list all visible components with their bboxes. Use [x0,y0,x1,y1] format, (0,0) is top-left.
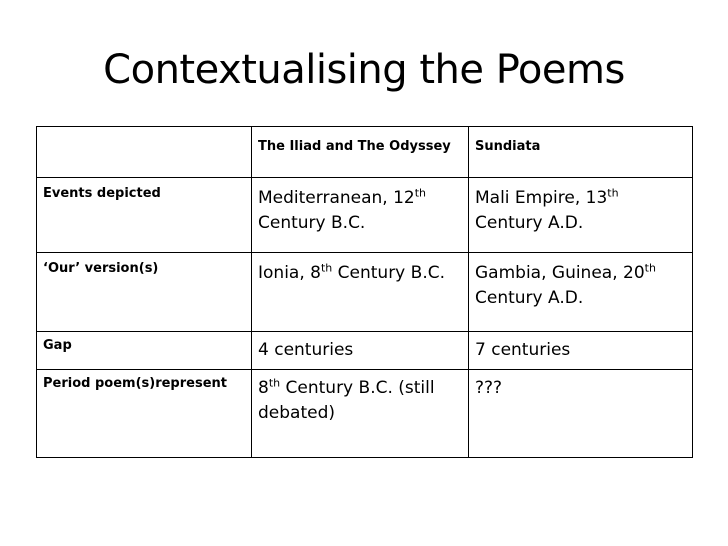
row-label-our-versions: ‘Our’ version(s) [37,253,252,332]
cell-sundiata-gap: 7 centuries [469,332,693,370]
slide-title: Contextualising the Poems [103,47,625,93]
header-cell-empty [37,127,252,178]
cell-sundiata-period: ??? [469,370,693,458]
table-header-row [37,127,693,178]
cell-sundiata-versions: Gambia, Guinea, 20th Century A.D. [469,253,693,332]
table-row [37,332,693,370]
table-row [37,370,693,458]
cell-iliad-gap: 4 centuries [252,332,469,370]
cell-iliad-versions: Ionia, 8th Century B.C. [252,253,469,332]
table-row [37,178,693,253]
table-row [37,253,693,332]
comparison-table [36,126,693,458]
cell-iliad-period: 8th Century B.C. (still debated) [252,370,469,458]
header-cell-sundiata: Sundiata [469,127,693,178]
header-cell-iliad: The Iliad and The Odyssey [252,127,469,178]
row-label-gap: Gap [37,332,252,370]
row-label-period: Period poem(s)represent [37,370,252,458]
row-label-events-depicted: Events depicted [37,178,252,253]
cell-sundiata-events: Mali Empire, 13th Century A.D. [469,178,693,253]
cell-iliad-events: Mediterranean, 12th Century B.C. [252,178,469,253]
